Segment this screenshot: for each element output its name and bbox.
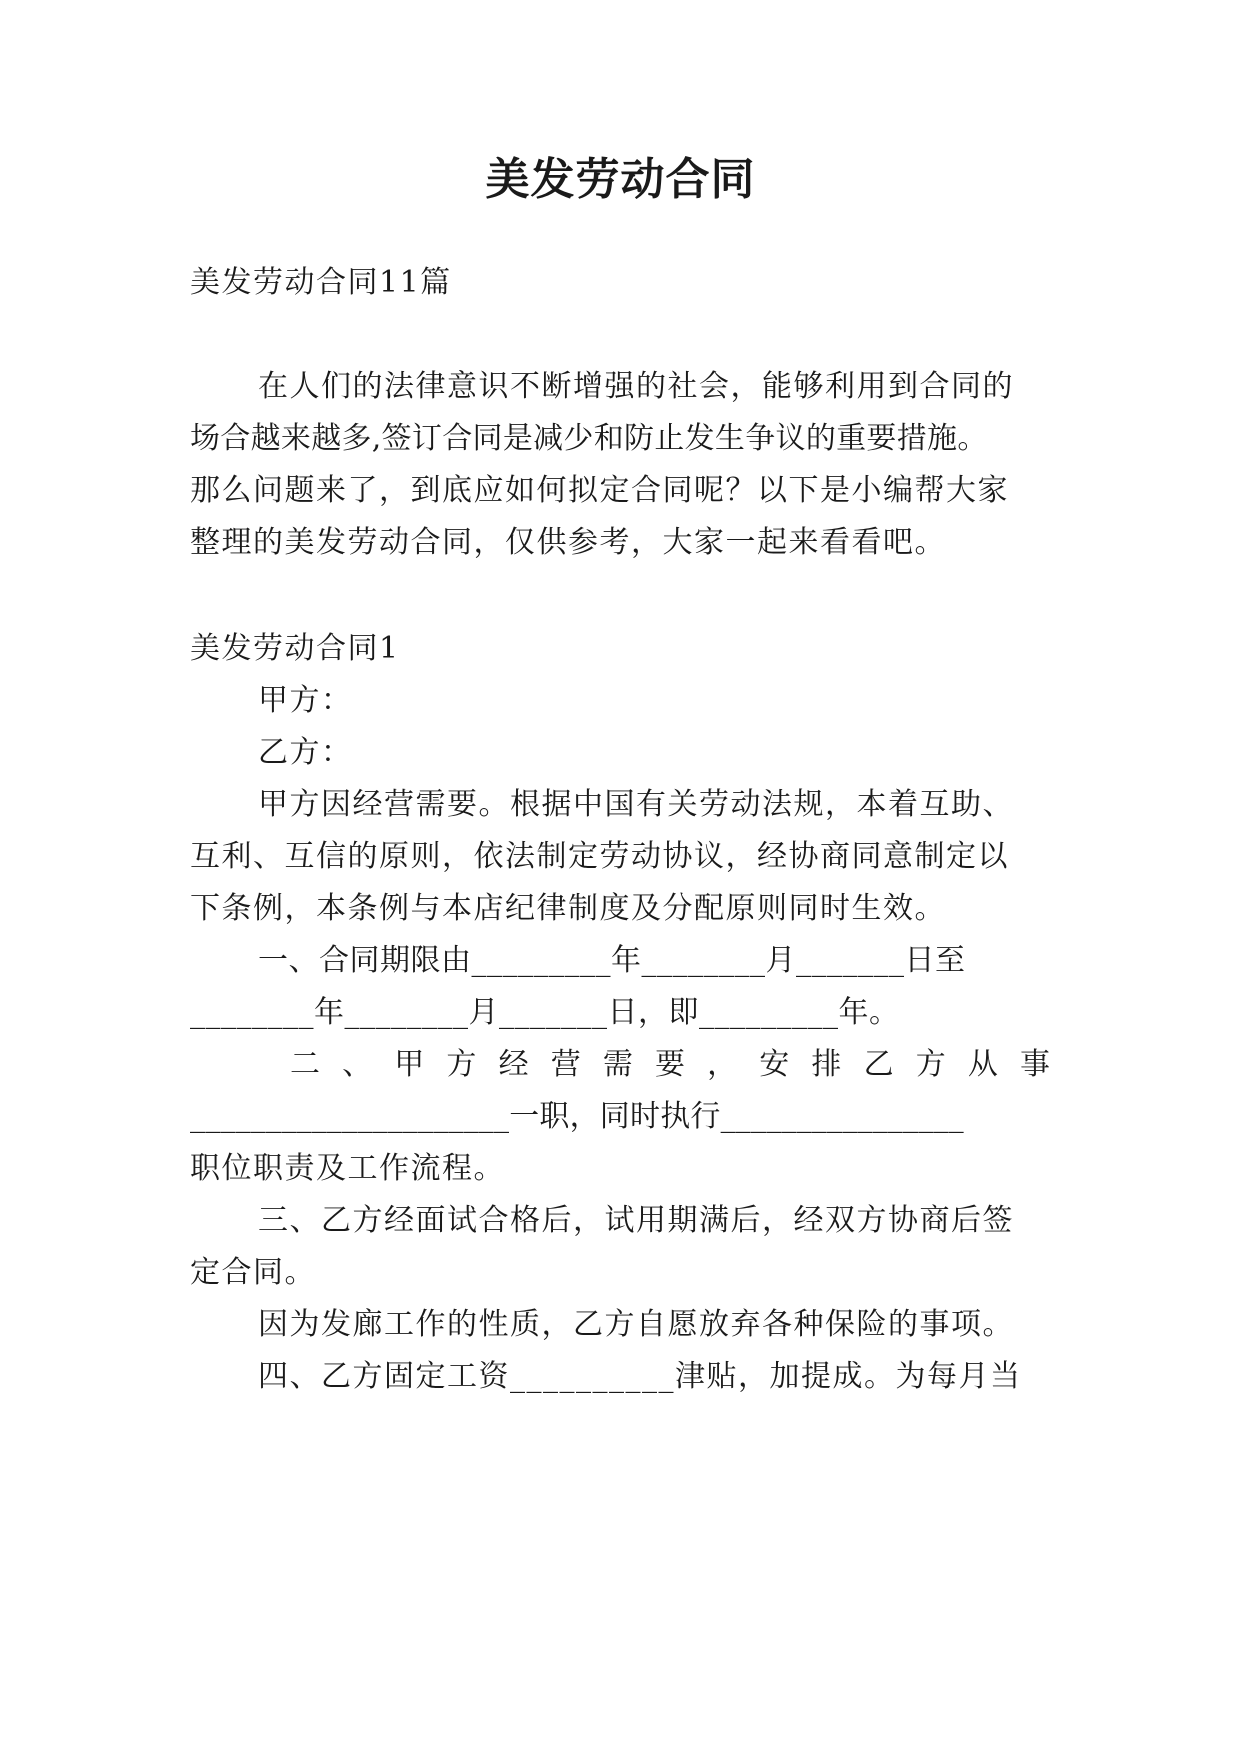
document-title: 美发劳动合同: [485, 154, 756, 205]
clause3-line-1: 三、乙方经面试合格后，试用期满后，经双方协商后签: [258, 1203, 1014, 1238]
clause4-line: 四、乙方固定工资__________津贴，加提成。为每月当: [258, 1359, 1022, 1394]
section-heading: 美发劳动合同1: [190, 631, 400, 666]
document-subtitle: 美发劳动合同11篇: [190, 265, 452, 300]
party-a-label: 甲方：: [258, 683, 353, 718]
clause2-line-3: 职位职责及工作流程。: [190, 1151, 505, 1186]
intro-line-1: 在人们的法律意识不断增强的社会，能够利用到合同的: [258, 369, 1014, 404]
clause3-line-2: 定合同。: [190, 1255, 316, 1290]
clause2-line-1: 二、甲方经营需要，安排乙方从事: [290, 1047, 1050, 1082]
insurance-line: 因为发廊工作的性质，乙方自愿放弃各种保险的事项。: [258, 1307, 1014, 1342]
intro-line-2: 场合越来越多,签订合同是减少和防止发生争议的重要措施。: [190, 421, 988, 456]
intro-line-4: 整理的美发劳动合同，仅供参考，大家一起来看看吧。: [190, 525, 946, 560]
intro-line-3: 那么问题来了，到底应如何拟定合同呢？以下是小编帮大家: [190, 473, 1009, 508]
clause1-line-1: 一、合同期限由_________年________月_______日至: [258, 943, 966, 978]
clause1-line-2: ________年________月_______日，即_________年。: [190, 995, 900, 1030]
preamble-line-2: 互利、互信的原则，依法制定劳动协议，经协商同意制定以: [190, 839, 1009, 874]
clause2-line-2: _____________________一职，同时执行________________: [190, 1099, 964, 1134]
preamble-line-3: 下条例，本条例与本店纪律制度及分配原则同时生效。: [190, 891, 946, 926]
party-b-label: 乙方：: [258, 735, 353, 770]
preamble-line-1: 甲方因经营需要。根据中国有关劳动法规，本着互助、: [258, 787, 1014, 822]
